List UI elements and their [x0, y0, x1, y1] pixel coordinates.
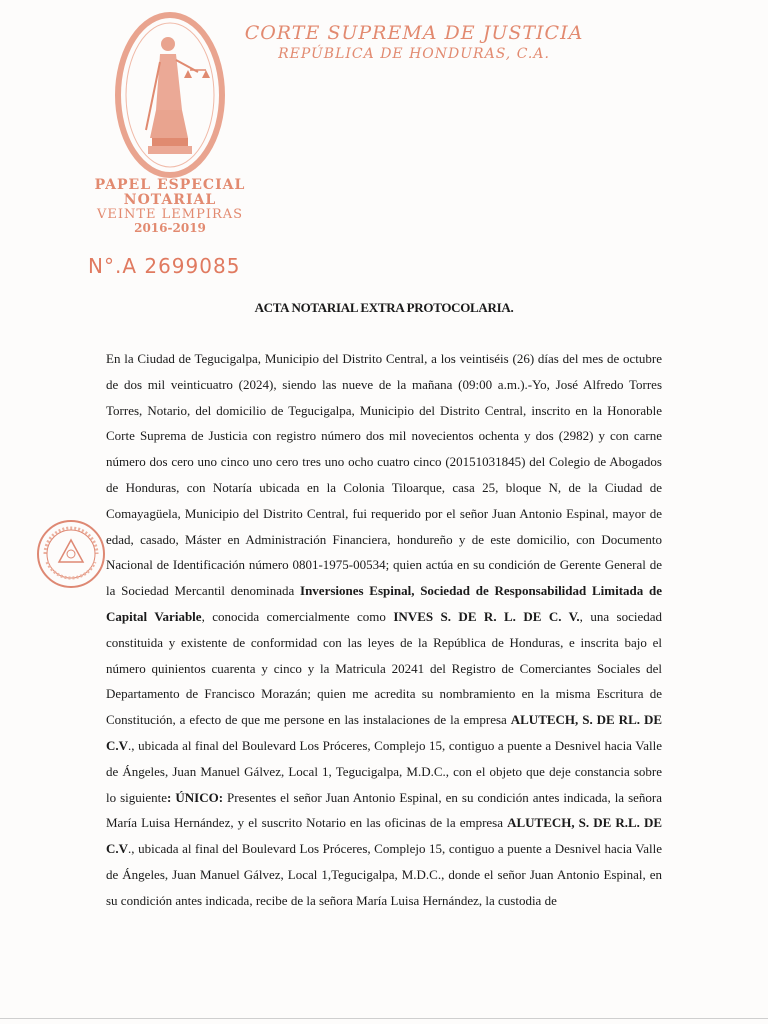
country-name: REPÚBLICA DE HONDURAS, C.A.	[278, 46, 550, 62]
trade-name-bold: INVES S. DE R. L. DE C. V.	[393, 608, 580, 624]
body-text-segment-3: , una sociedad constituida y existente de conformidad con las leyes de la República de Honduras, e inscrita bajo el número quinientos cuarenta y cinco y la Matricula 20241 del Registro de Comerciantes Sociales del Departamento de Francisco Morazán; quien me acredita su nombramiento en la misma Escritura de Constitución, a efecto de que me persone en las instalaciones de la empresa	[106, 608, 663, 728]
body-text-segment-1: En la Ciudad de Tegucigalpa, Municipio del Distrito Central, a los veintiséis (26) días del mes de octubre de dos mil veinticuatro (2024), siendo las nueve de la mañana (09:00 a.m.).-Yo, José Alfredo Torres Torres, Notario, del domicilio de Tegucigalpa, Municipio del Distrito Central, inscrito en la Honorable Corte Suprema de Justicia con registro número dos mil novecientos ochenta y dos (2982) y con carne número dos cero uno cinco uno cero tres uno ocho cuatro cinco (20151031845) del Colegio de Abogados de Honduras, con Notaría ubicada en la Colonia Tiloarque, casa 25, bloque N, de la Ciudad de Comayagüela, Municipio del Distrito Central, fui requerido por el señor Juan Antonio Espinal, mayor de edad, casado, Máster en Administración Financiera, hondureño y de este domicilio, con Documento Nacional de Identificación número 0801-1975-00534; quien actúa en su condición de Gerente General de la Sociedad Mercantil denominada	[106, 351, 662, 599]
court-name: CORTE SUPREMA DE JUSTICIA	[244, 22, 584, 44]
alutech-name-bold-1: ALUTECH, S. DE RL. DE C.V	[106, 712, 662, 753]
alutech-name-bold-2: ALUTECH, S. DE R.L. DE C.V	[106, 815, 663, 857]
paper-label-value: VEINTE LEMPIRAS	[96, 207, 244, 222]
body-text-segment-4: ., ubicada al final del Boulevard Los Próceres, Complejo 15, contiguo a puente a Desnivel hacia Valle de Ángeles, Juan Manuel Gálvez, Local 1, Tegucigalpa, M.D.C., con el objeto que deje constancia sobre lo siguiente	[106, 737, 662, 805]
body-text-segment-6: ., ubicada al final del Boulevard Los Próceres, Complejo 15, contiguo a puente a Desnivel hacia Valle de Ángeles, Juan Manuel Gálvez, Local 1,Tegucigalpa, M.D.C., donde el señor Juan Antonio Espinal, en su condición antes indicada, recibe de la señora María Luisa Hernández, la custodia de	[106, 841, 662, 908]
paper-label-years: 2016-2019	[134, 221, 206, 235]
company-name-bold: Inversiones Espinal, Sociedad de Responsabilidad Limitada de Capital Variable	[106, 583, 662, 624]
document-title: ACTA NOTARIAL EXTRA PROTOCOLARIA.	[254, 300, 514, 315]
body-text-segment-2: , conocida comercialmente como	[201, 608, 394, 624]
unico-label-bold: : ÚNICO:	[167, 789, 224, 805]
document-body	[106, 346, 662, 914]
body-paragraph	[106, 346, 662, 914]
serial-number: N°.A 2699085	[88, 254, 241, 278]
paper-label-line1: PAPEL ESPECIAL	[94, 177, 246, 193]
paper-label-line2: NOTARIAL	[123, 192, 217, 208]
notary-seal-icon	[35, 518, 107, 590]
body-text-segment-5: Presentes el señor Juan Antonio Espinal, en su condición antes indicada, la señora María Luisa Hernández, y el suscrito Notario en las oficinas de la empresa	[106, 789, 662, 831]
page-bottom-edge	[0, 1018, 768, 1019]
